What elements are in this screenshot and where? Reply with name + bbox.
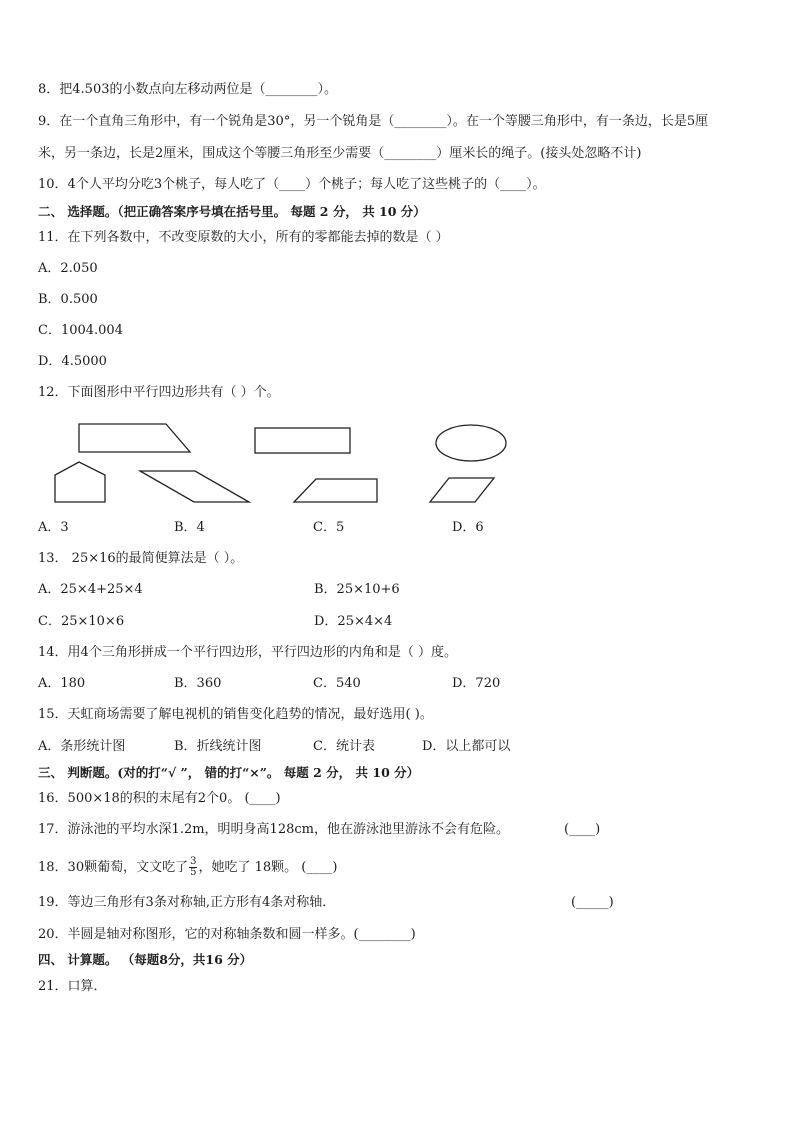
trapezoid-figure (294, 479, 377, 502)
q13-option-c: C．25×10×6 (38, 614, 125, 629)
question-19: 19．等边三角形有3条对称轴,正方形有4条对称轴． (38, 895, 336, 910)
question-17: 17．游泳池的平均水深1.2m，明明身高128cm，他在游泳池里游泳不会有危险。 (38, 822, 509, 837)
q19-answer-blank: (_____) (571, 895, 614, 910)
ellipse-figure (436, 425, 506, 461)
q12-option-c: C．5 (313, 520, 345, 535)
parallelogram-figure-small (430, 478, 494, 502)
question-13: 13． 25×16的最简便算法是（ ）。 (38, 551, 244, 566)
q18-fraction (189, 857, 197, 878)
q15-option-d: D．以上都可以 (422, 739, 511, 754)
q11-option-b: B．0.500 (38, 292, 98, 307)
section-3-heading: 三、 判断题。(对的打“√ ”， 错的打“×”。 每题 2 分， 共 10 分） (38, 765, 420, 780)
q12-option-b: B．4 (174, 520, 205, 535)
q12-option-a: A．3 (38, 520, 69, 535)
q18-fraction-denominator: 5 (190, 867, 197, 878)
rectangle-figure (255, 428, 350, 453)
right-trapezoid-figure (79, 424, 190, 452)
q13-option-b: B．25×10+6 (314, 582, 400, 597)
q18-fraction-numerator: 3 (190, 856, 197, 867)
q14-option-a: A．180 (38, 676, 86, 691)
q18-text-before: 18．30颗葡萄，文文吃了 (38, 860, 189, 875)
question-8: 8．把4.503的小数点向左移动两位是（________）。 (38, 82, 337, 97)
q11-option-c: C．1004.004 (38, 323, 123, 338)
question-9-line-1: 9．在一个直角三角形中，有一个锐角是30°，另一个锐角是（________）。在一个等腰三角形中，有一条边，长是5厘 (38, 114, 709, 129)
q14-option-c: C．540 (313, 676, 361, 691)
q15-option-a: A．条形统计图 (38, 739, 126, 754)
q15-option-c: C．统计表 (313, 739, 375, 754)
question-9-line-2: 米，另一条边，长是2厘米，围成这个等腰三角形至少需要（________）厘米长的绳子。(接头处忽略不计) (38, 146, 642, 161)
question-18 (38, 857, 337, 878)
question-12: 12．下面图形中平行四边形共有（ ）个。 (38, 385, 280, 400)
question-20: 20．半圆是轴对称图形，它的对称轴条数和圆一样多。(________) (38, 927, 416, 942)
q11-option-d: D．4.5000 (38, 354, 107, 369)
q14-option-d: D．720 (452, 676, 501, 691)
q18-text-after: ，她吃了 18颗。 (____) (198, 860, 338, 875)
q13-option-d: D．25×4×4 (314, 614, 393, 629)
parallelogram-figure-large (140, 471, 249, 502)
q17-answer-blank: (____) (564, 822, 601, 837)
question-11: 11．在下列各数中，不改变原数的大小，所有的零都能去掉的数是（ ） (38, 230, 449, 245)
q11-option-a: A．2.050 (38, 261, 98, 276)
question-15: 15．天虹商场需要了解电视机的销售变化趋势的情况，最好选用( )。 (38, 707, 433, 722)
q14-option-b: B．360 (174, 676, 222, 691)
question-21: 21．口算． (38, 979, 107, 994)
question-10: 10．4个人平均分吃3个桃子，每人吃了（____）个桃子；每人吃了这些桃子的（____）。 (38, 177, 546, 192)
q12-option-d: D．6 (452, 520, 484, 535)
q15-option-b: B．折线统计图 (174, 739, 262, 754)
q13-option-a: A．25×4+25×4 (38, 582, 143, 597)
section-4-heading: 四、 计算题。 （每题8分，共16 分） (38, 952, 253, 967)
question-16: 16．500×18的积的末尾有2个0。 (____) (38, 791, 281, 806)
question-14: 14．用4个三角形拼成一个平行四边形，平行四边形的内角和是（ ）度。 (38, 645, 457, 660)
section-2-heading: 二、 选择题。（把正确答案序号填在括号里。 每题 2 分， 共 10 分） (38, 204, 426, 219)
pentagon-figure (55, 462, 105, 502)
